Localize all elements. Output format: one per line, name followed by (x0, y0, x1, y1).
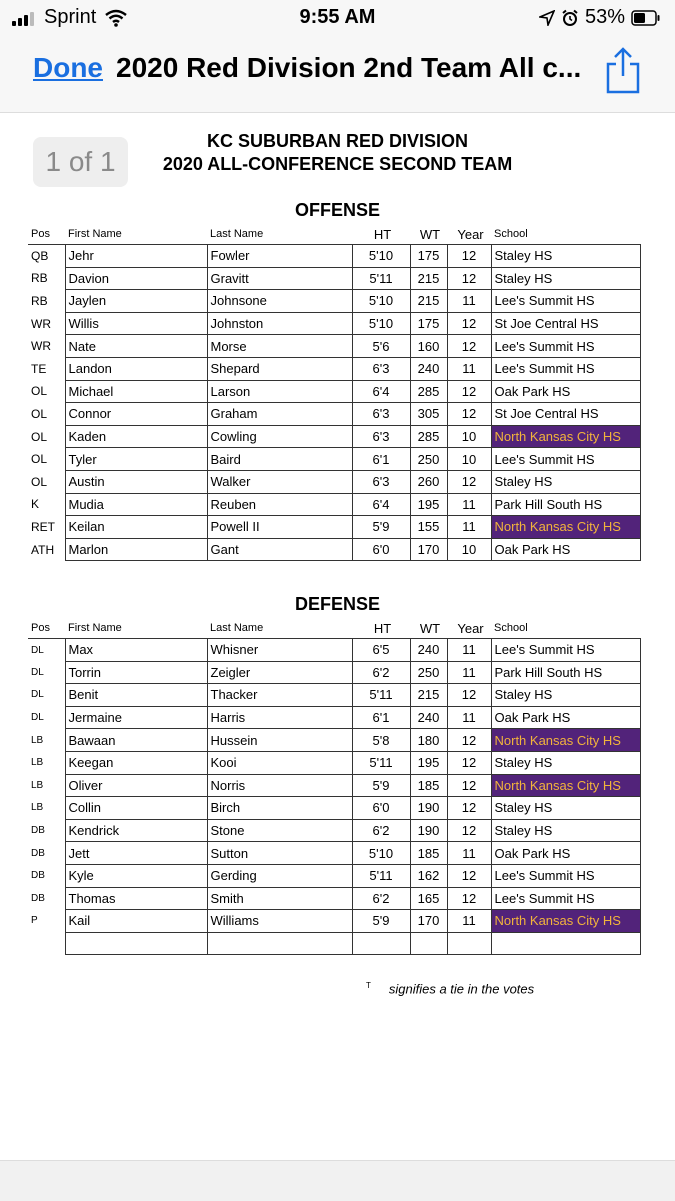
header-year: Year (457, 226, 484, 242)
table-row (28, 267, 640, 290)
clock: 9:55 AM (299, 6, 376, 28)
table-row (28, 932, 640, 955)
cell-school: Staley HS (491, 245, 640, 268)
cell-ht: 5'8 (352, 729, 410, 752)
cell-ht: 6'3 (352, 403, 410, 426)
cell-year: 12 (447, 751, 491, 774)
cell-last-name: Smith (207, 887, 352, 910)
table-row (28, 538, 640, 561)
cell-wt: 170 (410, 910, 447, 933)
status-right (539, 6, 661, 29)
cell-wt: 185 (410, 842, 447, 865)
cell-first-name: Michael (65, 380, 207, 403)
cell-school: North Kansas City HS (491, 774, 640, 797)
cell-year: 11 (447, 639, 491, 662)
cell-school: Lee's Summit HS (491, 448, 640, 471)
cell-ht: 6'0 (352, 538, 410, 561)
cell-ht: 6'0 (352, 797, 410, 820)
cell-pos: RET (31, 519, 55, 534)
cell-ht: 5'11 (352, 267, 410, 290)
cell-last-name: Fowler (207, 245, 352, 268)
cell-wt: 250 (410, 448, 447, 471)
cell-first-name: Kaden (65, 425, 207, 448)
cell-ht: 5'9 (352, 910, 410, 933)
cell-school: St Joe Central HS (491, 312, 640, 335)
cell-school: North Kansas City HS (491, 425, 640, 448)
cell-ht: 6'2 (352, 819, 410, 842)
cell-first-name: Tyler (65, 448, 207, 471)
table-row (28, 312, 640, 335)
page-indicator: 1 of 1 (33, 137, 128, 187)
cell-pos: DB (31, 847, 45, 859)
cell-last-name: Norris (207, 774, 352, 797)
cell-year: 12 (447, 267, 491, 290)
cell-school: North Kansas City HS (491, 910, 640, 933)
cell-ht: 5'6 (352, 335, 410, 358)
table-row (28, 470, 640, 493)
cell-pos: RB (31, 271, 48, 286)
cell-school: Oak Park HS (491, 538, 640, 561)
cell-wt: 185 (410, 774, 447, 797)
navigation-bar (0, 36, 675, 113)
cell-ht: 6'4 (352, 493, 410, 516)
table-row (28, 729, 640, 752)
status-bar (0, 0, 675, 36)
defense-section-title: DEFENSE (294, 594, 381, 614)
cell-wt: 175 (410, 245, 447, 268)
cell-wt: 155 (410, 516, 447, 539)
cell-last-name: Reuben (207, 493, 352, 516)
cell-last-name: Larson (207, 380, 352, 403)
cell-school: Oak Park HS (491, 706, 640, 729)
cell-first-name: Nate (65, 335, 207, 358)
table-row (28, 684, 640, 707)
cell-ht: 6'2 (352, 887, 410, 910)
table-header-row (28, 618, 640, 639)
table-row (28, 887, 640, 910)
cell-wt: 240 (410, 639, 447, 662)
cell-last-name: Cowling (207, 425, 352, 448)
cell-wt: 195 (410, 493, 447, 516)
cell-first-name: Jehr (65, 245, 207, 268)
cell-first-name: Thomas (65, 887, 207, 910)
cell-wt: 240 (410, 706, 447, 729)
header-wt: WT (419, 226, 441, 242)
cell-first-name: Keilan (65, 516, 207, 539)
cell-pos: WR (31, 339, 51, 354)
cell-last-name: Gant (207, 538, 352, 561)
cell-school: Staley HS (491, 267, 640, 290)
cell-first-name: Bawaan (65, 729, 207, 752)
cell-year: 12 (447, 380, 491, 403)
cell-wt: 160 (410, 335, 447, 358)
cell-year: 12 (447, 335, 491, 358)
table-row (28, 425, 640, 448)
cell-pos: LB (31, 757, 44, 769)
cell-pos: LB (31, 734, 44, 746)
cell-last-name: Sutton (207, 842, 352, 865)
cell-pos: OL (31, 406, 48, 421)
table-row (28, 910, 640, 933)
footnote (366, 981, 534, 996)
cell-wt: 260 (410, 470, 447, 493)
header-year: Year (457, 620, 484, 636)
cell-wt: 170 (410, 538, 447, 561)
header-first-name: First Name (68, 228, 122, 240)
cell-pos: P (31, 915, 38, 927)
table-row (28, 797, 640, 820)
header-pos: Pos (31, 622, 50, 634)
cell-wt: 190 (410, 797, 447, 820)
table-row (28, 403, 640, 426)
cell-year: 12 (447, 887, 491, 910)
cell-first-name: Austin (65, 470, 207, 493)
cell-year: 11 (447, 357, 491, 380)
cell-pos: OL (31, 384, 48, 399)
cell-year: 12 (447, 470, 491, 493)
cell-first-name: Jermaine (65, 706, 207, 729)
table-row (28, 245, 640, 268)
table-row (28, 290, 640, 313)
cell-first-name: Kendrick (65, 819, 207, 842)
cell-ht: 6'1 (352, 448, 410, 471)
cell-ht: 5'9 (352, 774, 410, 797)
cell-wt: 285 (410, 380, 447, 403)
table-row (28, 448, 640, 471)
cell-year: 12 (447, 312, 491, 335)
header-school: School (494, 228, 528, 240)
cell-first-name: Kail (65, 910, 207, 933)
cell-pos: TE (31, 361, 47, 376)
cell-year: 12 (447, 245, 491, 268)
cell-year: 12 (447, 684, 491, 707)
cell-school: Park Hill South HS (491, 493, 640, 516)
header-school: School (494, 622, 528, 634)
cell-first-name: Jaylen (65, 290, 207, 313)
cell-year: 10 (447, 538, 491, 561)
header-first-name: First Name (68, 622, 122, 634)
cell-school: Oak Park HS (491, 380, 640, 403)
cell-school: Lee's Summit HS (491, 639, 640, 662)
cell-first-name: Jett (65, 842, 207, 865)
cell-ht: 5'10 (352, 245, 410, 268)
table-row (28, 639, 640, 662)
cell-pos: LB (31, 779, 44, 791)
cell-year: 12 (447, 729, 491, 752)
cell-wt: 215 (410, 684, 447, 707)
cell-last-name (207, 932, 352, 955)
cell-wt (410, 932, 447, 955)
table-row (28, 774, 640, 797)
header-last-name: Last Name (210, 228, 264, 240)
cell-year: 11 (447, 516, 491, 539)
location-arrow-icon (539, 10, 555, 26)
cell-last-name: Williams (207, 910, 352, 933)
cell-first-name: Oliver (65, 774, 207, 797)
pdf-document[interactable] (0, 113, 675, 1160)
cell-pos: OL (31, 452, 48, 467)
cell-wt: 285 (410, 425, 447, 448)
cell-last-name: Shepard (207, 357, 352, 380)
cell-school: Staley HS (491, 819, 640, 842)
cell-year: 11 (447, 706, 491, 729)
cell-last-name: Gravitt (207, 267, 352, 290)
cell-pos: DL (31, 689, 44, 701)
cell-ht: 5'10 (352, 842, 410, 865)
cell-first-name: Max (65, 639, 207, 662)
cell-ht: 5'10 (352, 290, 410, 313)
cell-last-name: Baird (207, 448, 352, 471)
battery-percent: 53% (584, 6, 625, 28)
cell-ht: 6'4 (352, 380, 410, 403)
cell-pos: DB (31, 825, 45, 837)
battery-icon (631, 10, 661, 26)
cell-first-name: Connor (65, 403, 207, 426)
cell-year: 12 (447, 797, 491, 820)
table-header-row (28, 224, 640, 245)
cell-last-name: Thacker (207, 684, 352, 707)
cell-ht: 5'11 (352, 864, 410, 887)
cell-school: Lee's Summit HS (491, 864, 640, 887)
cell-ht: 5'9 (352, 516, 410, 539)
cell-first-name: Marlon (65, 538, 207, 561)
cell-year: 12 (447, 403, 491, 426)
table-row (28, 661, 640, 684)
cell-school: Staley HS (491, 684, 640, 707)
header-ht: HT (373, 226, 392, 242)
cell-ht (352, 932, 410, 955)
cell-pos: OL (31, 474, 48, 489)
cell-school: Staley HS (491, 751, 640, 774)
cell-school: Lee's Summit HS (491, 887, 640, 910)
table-row (28, 357, 640, 380)
document-heading-2: 2020 ALL-CONFERENCE SECOND TEAM (162, 154, 513, 174)
cell-wt: 305 (410, 403, 447, 426)
alarm-icon (561, 9, 579, 27)
offense-section-title: OFFENSE (294, 200, 380, 220)
cell-pos (28, 932, 65, 955)
offense-table (28, 224, 641, 561)
cell-pos: QB (28, 245, 65, 268)
cell-first-name: Kyle (65, 864, 207, 887)
cell-pos: WR (31, 316, 51, 331)
cell-school: North Kansas City HS (491, 516, 640, 539)
cell-ht: 6'3 (352, 470, 410, 493)
cell-wt: 240 (410, 357, 447, 380)
cell-first-name: Willis (65, 312, 207, 335)
cell-pos: DB (31, 892, 45, 904)
cell-last-name: Johnston (207, 312, 352, 335)
share-icon[interactable] (604, 46, 642, 96)
cell-year: 11 (447, 910, 491, 933)
cell-pos: ATH (31, 542, 55, 557)
cell-wt: 180 (410, 729, 447, 752)
table-row (28, 493, 640, 516)
cell-last-name: Walker (207, 470, 352, 493)
cell-wt: 165 (410, 887, 447, 910)
cell-first-name: Davion (65, 267, 207, 290)
cell-first-name: Keegan (65, 751, 207, 774)
cell-school (491, 932, 640, 955)
cell-school: Lee's Summit HS (491, 335, 640, 358)
cell-first-name: Landon (65, 357, 207, 380)
cell-year: 12 (447, 864, 491, 887)
cell-wt: 215 (410, 267, 447, 290)
cell-ht: 5'11 (352, 684, 410, 707)
header-pos: Pos (31, 228, 50, 240)
cell-school: Lee's Summit HS (491, 357, 640, 380)
cell-school: Park Hill South HS (491, 661, 640, 684)
done-button[interactable]: Done (33, 52, 103, 83)
cell-school: Staley HS (491, 797, 640, 820)
cell-last-name: Stone (207, 819, 352, 842)
cell-year: 10 (447, 448, 491, 471)
header-wt: WT (419, 620, 441, 636)
cell-school: Staley HS (491, 470, 640, 493)
table-row (28, 751, 640, 774)
cell-wt: 195 (410, 751, 447, 774)
cell-wt: 162 (410, 864, 447, 887)
document-title: 2020 Red Division 2nd Team All c... (116, 52, 582, 83)
cell-ht: 6'3 (352, 357, 410, 380)
cell-pos: LB (31, 802, 44, 814)
cell-wt: 250 (410, 661, 447, 684)
table-row (28, 380, 640, 403)
cell-first-name: Benit (65, 684, 207, 707)
cell-year: 11 (447, 290, 491, 313)
cell-year: 11 (447, 842, 491, 865)
cell-year: 12 (447, 774, 491, 797)
cell-pos: DL (31, 712, 44, 724)
cell-ht: 6'2 (352, 661, 410, 684)
table-row (28, 335, 640, 358)
carrier-label: Sprint (44, 6, 97, 28)
table-row (28, 516, 640, 539)
cell-last-name: Birch (207, 797, 352, 820)
cell-last-name: Harris (207, 706, 352, 729)
cell-first-name: Torrin (65, 661, 207, 684)
cell-school: North Kansas City HS (491, 729, 640, 752)
cell-school: Lee's Summit HS (491, 290, 640, 313)
cell-pos: RB (31, 293, 48, 308)
cell-last-name: Gerding (207, 864, 352, 887)
cell-ht: 5'11 (352, 751, 410, 774)
cell-year: 12 (447, 819, 491, 842)
table-row (28, 819, 640, 842)
cell-wt: 190 (410, 819, 447, 842)
cell-pos: DB (31, 870, 45, 882)
cell-last-name: Kooi (207, 751, 352, 774)
cell-ht: 6'5 (352, 639, 410, 662)
cell-last-name: Morse (207, 335, 352, 358)
cell-ht: 6'1 (352, 706, 410, 729)
cell-wt: 215 (410, 290, 447, 313)
document-heading-1: KC SUBURBAN RED DIVISION (206, 131, 469, 151)
cell-last-name: Zeigler (207, 661, 352, 684)
table-row (28, 864, 640, 887)
cell-year: 11 (447, 493, 491, 516)
cell-pos: OL (31, 429, 48, 444)
cell-wt: 175 (410, 312, 447, 335)
cell-ht: 5'10 (352, 312, 410, 335)
bottom-toolbar (0, 1160, 675, 1201)
defense-table (28, 618, 641, 955)
cell-last-name: Powell II (207, 516, 352, 539)
cell-last-name: Whisner (207, 639, 352, 662)
cell-first-name (65, 932, 207, 955)
cell-last-name: Hussein (207, 729, 352, 752)
header-ht: HT (373, 620, 392, 636)
cell-school: St Joe Central HS (491, 403, 640, 426)
cell-ht: 6'3 (352, 425, 410, 448)
cell-school: Oak Park HS (491, 842, 640, 865)
cell-year: 11 (447, 661, 491, 684)
cell-last-name: Graham (207, 403, 352, 426)
table-row (28, 706, 640, 729)
header-last-name: Last Name (210, 622, 264, 634)
footnote-text: signifies a tie in the votes (388, 981, 535, 997)
cell-pos: K (31, 497, 40, 512)
cell-pos: DL (28, 639, 65, 662)
cell-year: 10 (447, 425, 491, 448)
cell-year (447, 932, 491, 955)
cell-pos: DL (31, 666, 44, 678)
cell-first-name: Mudia (65, 493, 207, 516)
cell-first-name: Collin (65, 797, 207, 820)
cell-last-name: Johnsone (207, 290, 352, 313)
footnote-mark: T (366, 981, 371, 990)
table-row (28, 842, 640, 865)
